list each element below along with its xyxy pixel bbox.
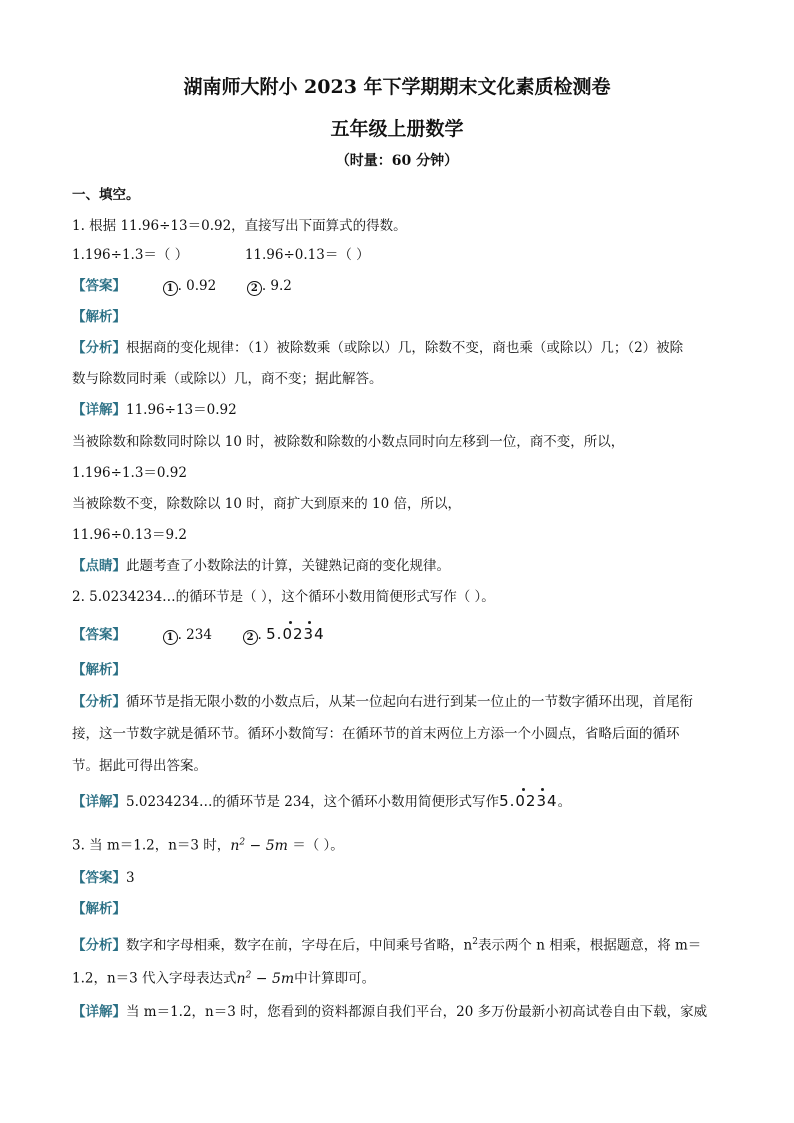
repeating-decimal-text: 5.0234 [499, 792, 558, 810]
q1-xiangjie-text: 11.96÷13＝0.92 [126, 402, 237, 418]
answer-tag: 【答案】 [72, 278, 126, 294]
q2-analysis-tag: 【解析】 [72, 662, 126, 678]
q1-line-c: 当被除数不变，除数除以 10 时，商扩大到原来的 10 倍，所以， [72, 496, 462, 512]
paper-duration: （时量：60 分钟） [335, 153, 459, 169]
repeat-dot-start [289, 621, 292, 624]
q1-answer-1: . 0.92 [177, 278, 217, 294]
q3-analysis-tag: 【解析】 [72, 901, 126, 917]
repeat-dot-end [541, 788, 544, 791]
expr-n: n [236, 970, 246, 987]
q1-line-d: 11.96÷0.13＝9.2 [72, 527, 187, 543]
q1-answer-2: . 9.2 [261, 278, 292, 294]
q1-fenxi-text1: 根据商的变化规律：（1）被除数乘（或除以）几，除数不变，商也乘（或除以）几；（2）被除 [126, 340, 684, 356]
answer-tag: 【答案】 [72, 870, 126, 886]
q1-analysis-tag: 【解析】 [72, 309, 126, 325]
q2-xiangjie-text: 5.0234234…的循环节是 234，这个循环小数用简便形式写作 [126, 794, 500, 810]
q3-fenxi-line2 [72, 966, 375, 988]
circled-number-2: 2 [243, 630, 258, 645]
q3-fenxi-text2b: 中计算即可。 [294, 970, 376, 987]
q3-xiangjie [72, 1003, 707, 1021]
q1-stem: 1. 根据 11.96÷13＝0.92，直接写出下面算式的得数。 [72, 218, 407, 234]
q1-answer [72, 277, 292, 296]
q2-answer [72, 625, 325, 645]
expr-exponent: 2 [239, 837, 246, 847]
q3-answer-value: 3 [126, 870, 135, 886]
q1-fenxi-line2: 数与除数同时乘（或除以）几，商不变；据此解答。 [72, 371, 383, 387]
q2-xiangjie [72, 792, 571, 811]
q2-fenxi-line3: 节。据此可得出答案。 [72, 758, 207, 774]
q3-stem-b: ＝（ ）。 [287, 837, 344, 854]
circled-number-1: 1 [163, 630, 178, 645]
expr-rest: − 5m [251, 970, 295, 987]
q3-xiangjie-text: 当 m＝1.2，n＝3 时，您看到的资料都源自我们平台，20 多万份最新小初高试卷自由下载，家威 [126, 1004, 708, 1020]
paper-title: 湖南师大附小 2023 年下学期期末文化素质检测卷 [183, 76, 611, 98]
q1-blanks [72, 246, 370, 264]
q2-fenxi-line2: 接，这一节数字就是循环节。循环小数简写：在循环节的首末两位上方添一个小圆点，省略后面的循环 [72, 726, 680, 742]
paper-subtitle: 五年级上册数学 [330, 118, 464, 140]
xiangjie-tag: 【详解】 [72, 402, 126, 418]
q3-inline-expression [237, 971, 295, 987]
expr-n: n [230, 837, 240, 854]
repeat-dot-end [308, 621, 311, 624]
fenxi-tag: 【分析】 [72, 937, 126, 954]
q3-fenxi-text1a: 数字和字母相乘，数字在前，字母在后，中间乘号省略，n [126, 937, 473, 954]
superscript-2: 2 [472, 937, 478, 947]
q2-stem: 2. 5.0234234…的循环节是（ ），这个循环小数用简便形式写作（ ）。 [72, 589, 495, 605]
answer-tag: 【答案】 [72, 627, 126, 643]
repeat-dot-start [522, 788, 525, 791]
q2-xiangjie-end: 。 [557, 794, 572, 810]
q2-fenxi-text1: 循环节是指无限小数的小数点后，从某一位起向右进行到某一位止的一节数字循环出现，首尾衔 [126, 694, 693, 710]
expr-exponent: 2 [245, 970, 252, 980]
q3-answer [72, 869, 135, 887]
q1-line-b: 1.196÷1.3＝0.92 [72, 465, 187, 481]
xiangjie-tag: 【详解】 [72, 794, 126, 810]
q1-blank-a: 1.196÷1.3＝（ ） [72, 247, 189, 263]
q3-expression [230, 838, 288, 854]
q1-fenxi-line1 [72, 339, 683, 357]
q2-fenxi-line1 [72, 693, 693, 711]
q1-xiangjie [72, 401, 237, 419]
repeating-decimal-text: 5.0234 [266, 625, 325, 643]
repeating-decimal [266, 625, 325, 643]
circled-number-1: 1 [163, 281, 178, 296]
q1-dianjing [72, 557, 450, 575]
repeating-decimal [499, 792, 558, 810]
q1-blank-b: 11.96÷0.13＝（ ） [244, 247, 370, 263]
q1-line-a: 当被除数和除数同时除以 10 时，被除数和除数的小数点同时向左移到一位，商不变，所以， [72, 434, 625, 450]
fenxi-tag: 【分析】 [72, 340, 126, 356]
q2-answer-2: . [257, 627, 262, 643]
q3-fenxi-text2a: 1.2，n＝3 代入字母表达式 [72, 970, 237, 987]
q3-fenxi-text1b: 表示两个 n 相乘，根据题意，将 m＝ [477, 937, 702, 954]
q3-stem-a: 3. 当 m＝1.2，n＝3 时， [72, 837, 231, 854]
fenxi-tag: 【分析】 [72, 694, 126, 710]
expr-rest: − 5m [245, 837, 288, 854]
circled-number-2: 2 [247, 281, 262, 296]
section-heading: 一、填空。 [72, 187, 140, 203]
dianjing-tag: 【点睛】 [72, 558, 126, 574]
q1-dianjing-text: 此题考查了小数除法的计算，关键熟记商的变化规律。 [126, 558, 450, 574]
q3-fenxi-line1 [72, 933, 701, 955]
xiangjie-tag: 【详解】 [72, 1004, 126, 1020]
q3-stem [72, 833, 344, 855]
q2-answer-1: . 234 [177, 627, 212, 643]
